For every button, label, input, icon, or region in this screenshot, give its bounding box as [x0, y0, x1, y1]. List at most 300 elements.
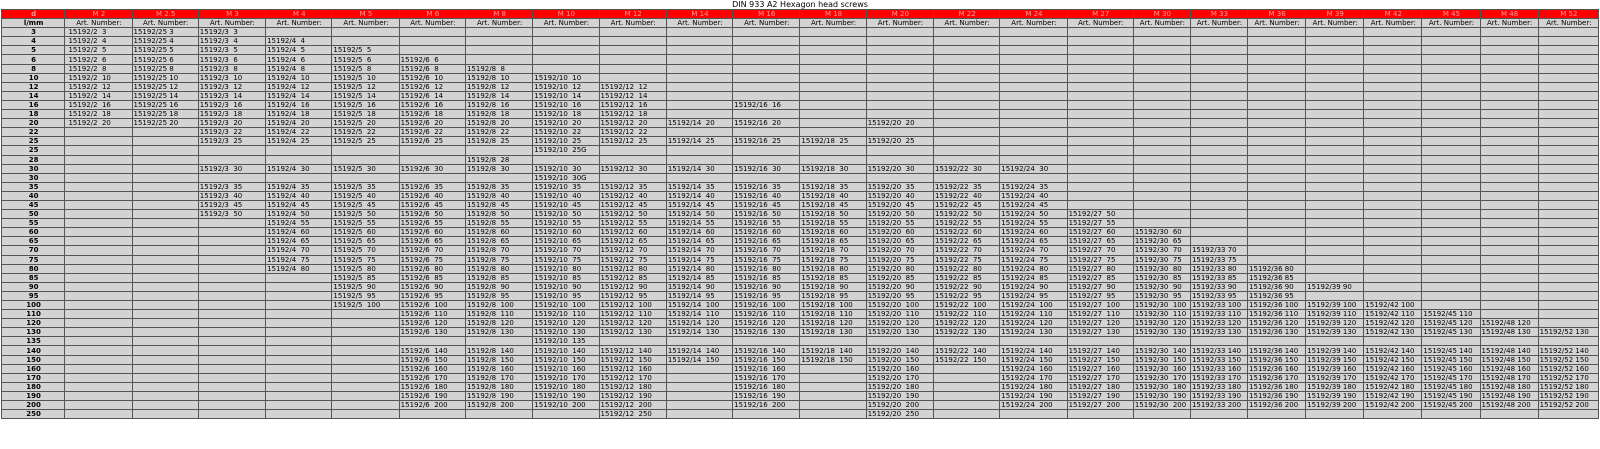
- article-number-cell: 15192/12 170: [599, 373, 666, 382]
- article-number-cell: [465, 146, 532, 155]
- article-number-cell: [866, 91, 933, 100]
- article-number-cell: [1248, 219, 1306, 228]
- article-number-cell: 15192/8 90: [465, 282, 532, 291]
- article-number-cell: 15192/4 35: [266, 182, 332, 191]
- article-number-cell: [198, 155, 265, 164]
- article-number-cell: 15192/18 80: [800, 264, 866, 273]
- article-number-cell: [599, 28, 666, 37]
- article-number-cell: 15192/33 130: [1190, 328, 1247, 337]
- article-number-cell: 15192/30 75: [1133, 255, 1190, 264]
- article-number-cell: [332, 364, 399, 373]
- article-number-cell: [866, 82, 933, 91]
- article-number-cell: [266, 328, 332, 337]
- article-number-cell: [599, 64, 666, 73]
- article-number-cell: [65, 255, 132, 264]
- article-number-cell: [1538, 273, 1598, 282]
- table-row: [2, 210, 1599, 219]
- article-number-cell: 15192/39 180: [1306, 382, 1364, 391]
- length-cell: 6: [2, 55, 65, 64]
- article-number-cell: 15192/36 100: [1248, 301, 1306, 310]
- article-number-cell: [1480, 37, 1538, 46]
- article-number-cell: 15192/8 110: [465, 310, 532, 319]
- article-number-cell: 15192/14 55: [666, 219, 732, 228]
- article-number-cell: [266, 391, 332, 400]
- article-number-cell: [933, 146, 999, 155]
- article-number-cell: [1480, 246, 1538, 255]
- article-number-cell: [332, 328, 399, 337]
- art-number-header-cell: Art. Number:: [533, 19, 599, 28]
- article-number-cell: [666, 382, 732, 391]
- article-number-cell: 15192/25 10: [132, 73, 198, 82]
- article-number-cell: 15192/20 170: [866, 373, 933, 382]
- article-number-cell: 15192/39 100: [1306, 301, 1364, 310]
- article-number-cell: 15192/20 100: [866, 301, 933, 310]
- article-number-cell: 15192/6 35: [399, 182, 465, 191]
- article-number-cell: 15192/42 140: [1364, 346, 1422, 355]
- article-number-cell: 15192/18 55: [800, 219, 866, 228]
- article-number-cell: 15192/12 100: [599, 301, 666, 310]
- table-row: [2, 155, 1599, 164]
- article-number-cell: [1248, 137, 1306, 146]
- article-number-cell: [933, 119, 999, 128]
- article-number-cell: [332, 146, 399, 155]
- article-number-cell: 15192/12 110: [599, 310, 666, 319]
- article-number-cell: 15192/2 8: [65, 64, 132, 73]
- article-number-cell: [1538, 301, 1598, 310]
- article-number-cell: [1480, 73, 1538, 82]
- article-number-cell: [1067, 64, 1133, 73]
- article-number-cell: [1000, 64, 1067, 73]
- article-number-cell: [666, 110, 732, 119]
- article-number-cell: 15192/8 28: [465, 155, 532, 164]
- article-number-cell: 15192/8 200: [465, 401, 532, 410]
- article-number-cell: 15192/10 135: [533, 337, 599, 346]
- article-number-cell: 15192/16 160: [733, 364, 800, 373]
- length-cell: 85: [2, 273, 65, 282]
- article-number-cell: 15192/4 20: [266, 119, 332, 128]
- article-number-cell: 15192/52 140: [1538, 346, 1598, 355]
- article-number-cell: [1538, 237, 1598, 246]
- article-number-cell: [399, 155, 465, 164]
- article-number-cell: 15192/4 50: [266, 210, 332, 219]
- article-number-cell: [1306, 219, 1364, 228]
- article-number-cell: 15192/6 180: [399, 382, 465, 391]
- article-number-cell: [1190, 182, 1247, 191]
- article-number-cell: 15192/4 4: [266, 37, 332, 46]
- article-number-cell: [1364, 119, 1422, 128]
- article-number-cell: 15192/24 180: [1000, 382, 1067, 391]
- article-number-cell: [1422, 219, 1480, 228]
- article-number-cell: [1067, 155, 1133, 164]
- article-number-cell: [1480, 337, 1538, 346]
- article-number-cell: [1422, 155, 1480, 164]
- table-row: [2, 146, 1599, 155]
- size-header-cell: M 30: [1133, 10, 1190, 19]
- article-number-cell: 15192/20 200: [866, 401, 933, 410]
- article-number-cell: 15192/18 75: [800, 255, 866, 264]
- article-number-cell: [332, 28, 399, 37]
- article-number-cell: [1067, 119, 1133, 128]
- article-number-cell: 15192/8 60: [465, 228, 532, 237]
- article-number-cell: [1067, 100, 1133, 109]
- article-number-cell: [65, 301, 132, 310]
- article-number-cell: 15192/4 18: [266, 110, 332, 119]
- article-number-cell: [800, 100, 866, 109]
- article-number-cell: [132, 155, 198, 164]
- article-number-cell: 15192/39 160: [1306, 364, 1364, 373]
- article-number-cell: 15192/8 80: [465, 264, 532, 273]
- article-number-cell: 15192/12 70: [599, 246, 666, 255]
- article-number-cell: [1364, 164, 1422, 173]
- article-number-cell: [266, 364, 332, 373]
- article-number-cell: [1190, 228, 1247, 237]
- article-number-cell: [666, 73, 732, 82]
- article-number-cell: 15192/16 25: [733, 137, 800, 146]
- article-number-cell: 15192/27 85: [1067, 273, 1133, 282]
- article-number-cell: [1190, 73, 1247, 82]
- table-row: [2, 401, 1599, 410]
- length-cell: 150: [2, 355, 65, 364]
- article-number-cell: [332, 410, 399, 419]
- article-number-cell: [733, 128, 800, 137]
- article-number-cell: [666, 391, 732, 400]
- article-number-cell: 15192/16 180: [733, 382, 800, 391]
- article-number-cell: 15192/52 170: [1538, 373, 1598, 382]
- article-number-cell: [399, 46, 465, 55]
- article-number-cell: [198, 246, 265, 255]
- article-number-cell: [1480, 282, 1538, 291]
- article-number-cell: 15192/12 25: [599, 137, 666, 146]
- article-number-cell: 15192/36 90: [1248, 282, 1306, 291]
- size-header-cell: M 39: [1306, 10, 1364, 19]
- table-row: [2, 237, 1599, 246]
- article-number-cell: [65, 364, 132, 373]
- size-header-cell: M 48: [1480, 10, 1538, 19]
- art-number-header-cell: Art. Number:: [800, 19, 866, 28]
- article-number-cell: 15192/52 150: [1538, 355, 1598, 364]
- article-number-cell: [65, 219, 132, 228]
- article-number-cell: [866, 73, 933, 82]
- length-cell: 16: [2, 100, 65, 109]
- article-number-cell: 15192/22 45: [933, 200, 999, 209]
- article-number-cell: [132, 128, 198, 137]
- article-number-cell: [65, 264, 132, 273]
- art-number-header-cell: Art. Number:: [933, 19, 999, 28]
- article-number-cell: [1248, 200, 1306, 209]
- article-number-cell: 15192/5 65: [332, 237, 399, 246]
- article-number-cell: [132, 273, 198, 282]
- article-number-cell: 15192/24 55: [1000, 219, 1067, 228]
- article-number-cell: 15192/27 95: [1067, 291, 1133, 300]
- article-number-cell: 15192/22 130: [933, 328, 999, 337]
- length-cell: 95: [2, 291, 65, 300]
- article-number-cell: [1480, 210, 1538, 219]
- article-number-cell: 15192/16 90: [733, 282, 800, 291]
- article-number-cell: [1133, 210, 1190, 219]
- article-number-cell: 15192/8 25: [465, 137, 532, 146]
- article-number-cell: 15192/3 25: [198, 137, 265, 146]
- length-cell: 110: [2, 310, 65, 319]
- article-number-cell: 15192/16 75: [733, 255, 800, 264]
- article-number-cell: [1422, 337, 1480, 346]
- article-number-cell: [65, 310, 132, 319]
- article-number-cell: 15192/12 22: [599, 128, 666, 137]
- article-number-cell: 15192/10 22: [533, 128, 599, 137]
- length-cell: 8: [2, 64, 65, 73]
- article-number-cell: 15192/24 160: [1000, 364, 1067, 373]
- article-number-cell: 15192/16 60: [733, 228, 800, 237]
- length-cell: 190: [2, 391, 65, 400]
- article-number-cell: [198, 337, 265, 346]
- article-number-cell: [733, 410, 800, 419]
- article-number-cell: 15192/30 60: [1133, 228, 1190, 237]
- article-number-cell: [1190, 200, 1247, 209]
- article-number-cell: 15192/16 20: [733, 119, 800, 128]
- size-header-cell: M 2: [65, 10, 132, 19]
- article-number-cell: [866, 64, 933, 73]
- article-number-cell: 15192/45 110: [1422, 310, 1480, 319]
- length-cell: 100: [2, 301, 65, 310]
- article-number-cell: 15192/36 150: [1248, 355, 1306, 364]
- article-number-cell: [332, 373, 399, 382]
- article-number-cell: 15192/33 85: [1190, 273, 1247, 282]
- article-number-cell: [1067, 91, 1133, 100]
- article-number-cell: 15192/4 8: [266, 64, 332, 73]
- article-number-cell: 15192/39 110: [1306, 310, 1364, 319]
- article-number-cell: [1306, 82, 1364, 91]
- article-number-cell: [1480, 46, 1538, 55]
- article-number-cell: 15192/36 95: [1248, 291, 1306, 300]
- article-number-cell: 15192/27 55: [1067, 219, 1133, 228]
- article-number-cell: 15192/14 25: [666, 137, 732, 146]
- article-number-cell: [1538, 337, 1598, 346]
- article-number-cell: [733, 46, 800, 55]
- article-number-cell: [1248, 100, 1306, 109]
- article-number-cell: [132, 291, 198, 300]
- article-number-cell: 15192/5 45: [332, 200, 399, 209]
- article-number-cell: [1538, 264, 1598, 273]
- length-cell: 135: [2, 337, 65, 346]
- article-number-cell: 15192/6 100: [399, 301, 465, 310]
- article-number-cell: 15192/5 25: [332, 137, 399, 146]
- article-number-cell: 15192/6 20: [399, 119, 465, 128]
- article-number-cell: [1364, 237, 1422, 246]
- article-number-cell: 15192/30 180: [1133, 382, 1190, 391]
- length-cell: 160: [2, 364, 65, 373]
- article-number-cell: [800, 91, 866, 100]
- article-number-cell: [1306, 146, 1364, 155]
- table-row: [2, 110, 1599, 119]
- article-number-cell: 15192/5 70: [332, 246, 399, 255]
- article-number-cell: [65, 291, 132, 300]
- length-cell: 65: [2, 237, 65, 246]
- article-number-cell: 15192/8 95: [465, 291, 532, 300]
- article-number-cell: [266, 373, 332, 382]
- article-number-cell: [1480, 64, 1538, 73]
- length-cell: 40: [2, 191, 65, 200]
- article-number-cell: 15192/18 90: [800, 282, 866, 291]
- article-number-cell: 15192/18 100: [800, 301, 866, 310]
- article-number-cell: [465, 173, 532, 182]
- article-number-cell: 15192/18 150: [800, 355, 866, 364]
- article-number-cell: [1133, 73, 1190, 82]
- article-number-cell: [800, 410, 866, 419]
- article-number-cell: [1480, 100, 1538, 109]
- article-number-cell: [1422, 100, 1480, 109]
- article-number-cell: [198, 291, 265, 300]
- article-number-cell: 15192/6 6: [399, 55, 465, 64]
- article-number-cell: 15192/6 16: [399, 100, 465, 109]
- article-number-cell: 15192/24 60: [1000, 228, 1067, 237]
- article-number-cell: 15192/5 8: [332, 64, 399, 73]
- article-number-cell: [1422, 110, 1480, 119]
- article-number-cell: 15192/20 55: [866, 219, 933, 228]
- article-number-cell: [266, 346, 332, 355]
- article-number-cell: [1538, 46, 1598, 55]
- article-number-cell: 15192/24 170: [1000, 373, 1067, 382]
- article-number-cell: 15192/3 18: [198, 110, 265, 119]
- article-number-cell: 15192/30 85: [1133, 273, 1190, 282]
- article-number-cell: [266, 301, 332, 310]
- article-number-cell: 15192/52 160: [1538, 364, 1598, 373]
- article-number-cell: [1133, 55, 1190, 64]
- size-header-cell: M 10: [533, 10, 599, 19]
- article-number-cell: 15192/14 140: [666, 346, 732, 355]
- article-number-cell: 15192/5 16: [332, 100, 399, 109]
- article-number-cell: [1248, 37, 1306, 46]
- article-number-cell: [1538, 210, 1598, 219]
- table-row: [2, 173, 1599, 182]
- article-number-cell: [1190, 119, 1247, 128]
- article-number-cell: 15192/36 140: [1248, 346, 1306, 355]
- article-number-cell: 15192/20 70: [866, 246, 933, 255]
- article-number-cell: 15192/10 18: [533, 110, 599, 119]
- article-number-cell: 15192/10 200: [533, 401, 599, 410]
- article-number-cell: 15192/10 16: [533, 100, 599, 109]
- article-number-cell: [198, 410, 265, 419]
- article-number-cell: [198, 401, 265, 410]
- article-number-cell: [533, 28, 599, 37]
- article-number-cell: [1306, 91, 1364, 100]
- article-number-cell: 15192/14 20: [666, 119, 732, 128]
- article-number-cell: [1133, 219, 1190, 228]
- article-number-cell: [1190, 155, 1247, 164]
- article-number-cell: 15192/33 70: [1190, 246, 1247, 255]
- article-number-cell: 15192/22 35: [933, 182, 999, 191]
- article-number-cell: 15192/20 140: [866, 346, 933, 355]
- table-row: [2, 73, 1599, 82]
- article-number-cell: 15192/5 22: [332, 128, 399, 137]
- article-number-cell: [800, 382, 866, 391]
- article-number-cell: [1364, 137, 1422, 146]
- article-number-cell: 15192/4 40: [266, 191, 332, 200]
- article-number-cell: [1248, 173, 1306, 182]
- article-number-cell: 15192/27 150: [1067, 355, 1133, 364]
- article-number-cell: 15192/33 100: [1190, 301, 1247, 310]
- article-number-cell: [132, 146, 198, 155]
- table-row: [2, 200, 1599, 209]
- art-number-header-cell: Art. Number:: [1133, 19, 1190, 28]
- article-number-cell: 15192/24 110: [1000, 310, 1067, 319]
- article-number-cell: [1190, 82, 1247, 91]
- article-number-cell: 15192/25 6: [132, 55, 198, 64]
- table-row: [2, 346, 1599, 355]
- article-number-cell: 15192/8 50: [465, 210, 532, 219]
- article-number-cell: 15192/20 190: [866, 391, 933, 400]
- article-number-cell: [800, 401, 866, 410]
- article-number-cell: [1000, 28, 1067, 37]
- article-number-cell: [198, 310, 265, 319]
- article-number-cell: [666, 128, 732, 137]
- article-number-cell: 15192/48 200: [1480, 401, 1538, 410]
- article-number-cell: [933, 382, 999, 391]
- article-number-cell: 15192/2 4: [65, 37, 132, 46]
- article-number-cell: [1067, 46, 1133, 55]
- article-number-cell: [1306, 246, 1364, 255]
- article-number-cell: [866, 100, 933, 109]
- article-number-cell: [1538, 173, 1598, 182]
- article-number-cell: [266, 355, 332, 364]
- article-number-cell: [1248, 128, 1306, 137]
- article-number-cell: 15192/22 65: [933, 237, 999, 246]
- art-number-header-cell: Art. Number:: [1000, 19, 1067, 28]
- article-number-cell: 15192/3 22: [198, 128, 265, 137]
- article-number-cell: 15192/6 60: [399, 228, 465, 237]
- article-number-cell: [332, 37, 399, 46]
- article-number-cell: 15192/12 45: [599, 200, 666, 209]
- article-number-cell: 15192/18 45: [800, 200, 866, 209]
- article-number-cell: [800, 119, 866, 128]
- article-number-cell: 15192/3 14: [198, 91, 265, 100]
- article-number-cell: [65, 200, 132, 209]
- size-header-cell: M 12: [599, 10, 666, 19]
- article-number-cell: [1133, 137, 1190, 146]
- article-number-cell: 15192/18 85: [800, 273, 866, 282]
- article-number-cell: 15192/6 170: [399, 373, 465, 382]
- article-number-cell: [332, 337, 399, 346]
- article-number-cell: 15192/6 50: [399, 210, 465, 219]
- article-number-cell: 15192/16 95: [733, 291, 800, 300]
- article-number-cell: [1538, 219, 1598, 228]
- article-number-cell: 15192/20 250: [866, 410, 933, 419]
- article-number-cell: 15192/25 20: [132, 119, 198, 128]
- article-number-cell: 15192/12 180: [599, 382, 666, 391]
- article-number-cell: 15192/27 130: [1067, 328, 1133, 337]
- article-number-cell: [599, 46, 666, 55]
- article-number-cell: 15192/33 200: [1190, 401, 1247, 410]
- article-number-cell: [65, 319, 132, 328]
- art-number-header-cell: Art. Number:: [1248, 19, 1306, 28]
- length-cell: 80: [2, 264, 65, 273]
- article-number-cell: 15192/18 95: [800, 291, 866, 300]
- article-number-cell: [132, 137, 198, 146]
- article-number-cell: [1306, 137, 1364, 146]
- article-number-cell: [666, 82, 732, 91]
- article-number-cell: 15192/12 60: [599, 228, 666, 237]
- article-number-cell: 15192/3 30: [198, 164, 265, 173]
- article-number-cell: 15192/10 40: [533, 191, 599, 200]
- article-number-cell: [1000, 337, 1067, 346]
- article-number-cell: [933, 64, 999, 73]
- article-number-cell: [1248, 410, 1306, 419]
- article-number-cell: 15192/12 12: [599, 82, 666, 91]
- article-number-cell: 15192/27 75: [1067, 255, 1133, 264]
- article-number-cell: 15192/42 130: [1364, 328, 1422, 337]
- article-number-cell: 15192/8 75: [465, 255, 532, 264]
- article-number-cell: 15192/45 150: [1422, 355, 1480, 364]
- article-number-cell: 15192/27 50: [1067, 210, 1133, 219]
- article-number-cell: [132, 391, 198, 400]
